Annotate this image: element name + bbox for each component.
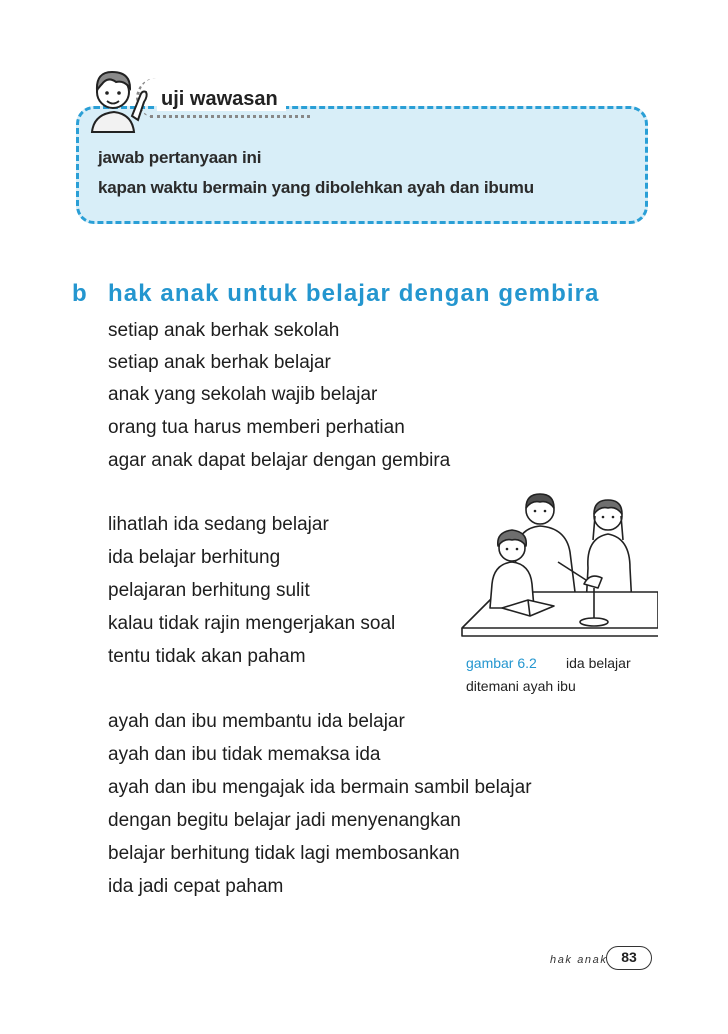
body-line: ayah dan ibu tidak memaksa ida bbox=[108, 744, 381, 765]
dotted-underline-decoration bbox=[150, 115, 310, 122]
body-line: setiap anak berhak belajar bbox=[108, 352, 331, 373]
section-letter: b bbox=[72, 280, 87, 307]
body-line: dengan begitu belajar jadi menyenangkan bbox=[108, 810, 461, 831]
body-line: ida jadi cepat paham bbox=[108, 876, 284, 897]
body-line: tentu tidak akan paham bbox=[108, 646, 306, 667]
quiz-box-heading: uji wawasan bbox=[157, 88, 286, 111]
body-line: orang tua harus memberi perhatian bbox=[108, 417, 405, 438]
body-line: pelajaran berhitung sulit bbox=[108, 580, 310, 601]
body-line: anak yang sekolah wajib belajar bbox=[108, 384, 378, 405]
body-line: lihatlah ida sedang belajar bbox=[108, 514, 329, 535]
body-line: setiap anak berhak sekolah bbox=[108, 320, 340, 341]
body-line: belajar berhitung tidak lagi membosankan bbox=[108, 843, 460, 864]
figure-caption-text-2: ditemani ayah ibu bbox=[466, 678, 576, 694]
section-title: hak anak untuk belajar dengan gembira bbox=[108, 280, 600, 307]
quiz-question-label: jawab pertanyaan ini bbox=[98, 148, 262, 167]
family-studying-illustration bbox=[458, 488, 658, 644]
body-line: agar anak dapat belajar dengan gembira bbox=[108, 450, 451, 471]
boy-mascot-icon bbox=[80, 62, 150, 134]
page-number-badge: 83 bbox=[606, 946, 652, 970]
footer-chapter-label: hak anak bbox=[550, 954, 608, 966]
figure-caption-label: gambar 6.2 bbox=[466, 655, 537, 671]
quiz-question-text: kapan waktu bermain yang dibolehkan ayah dan ibumu bbox=[98, 178, 534, 197]
body-line: kalau tidak rajin mengerjakan soal bbox=[108, 613, 396, 634]
figure-caption-text: ida belajar bbox=[566, 655, 631, 671]
body-line: ayah dan ibu mengajak ida bermain sambil belajar bbox=[108, 777, 532, 798]
body-line: ayah dan ibu membantu ida belajar bbox=[108, 711, 405, 732]
body-line: ida belajar berhitung bbox=[108, 547, 281, 568]
